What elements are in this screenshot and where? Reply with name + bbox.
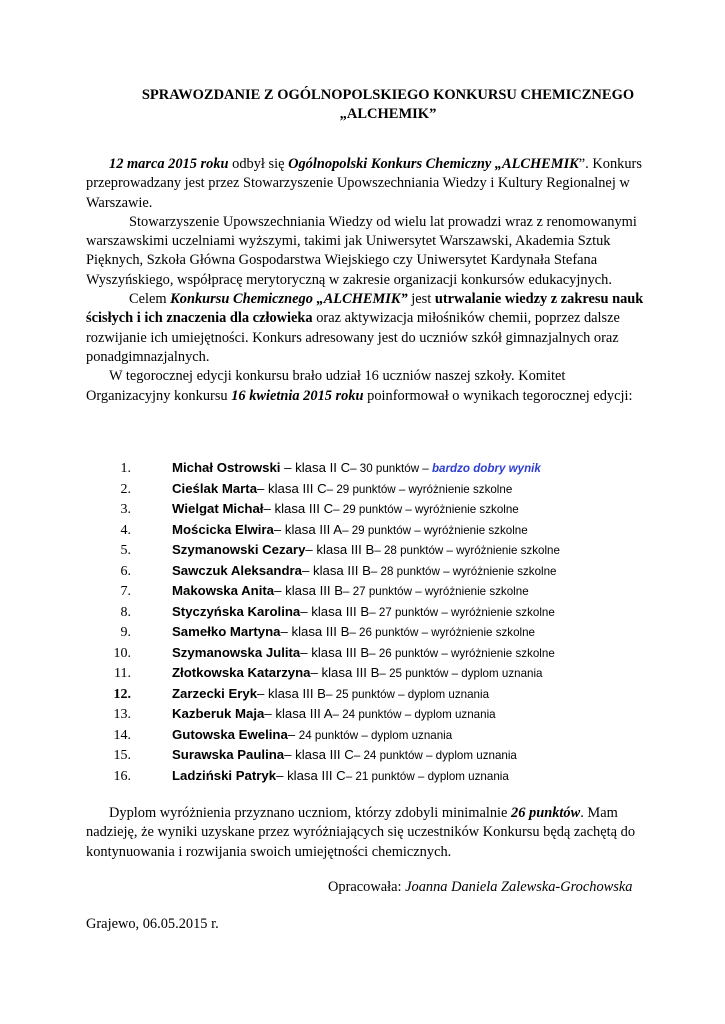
student-name: Wielgat Michał (172, 501, 264, 516)
minimum-points: 26 punktów (511, 805, 581, 821)
score-detail: – 29 punktów – wyróżnienie szkolne (326, 482, 513, 496)
student-name: Surawska Paulina (172, 747, 285, 762)
student-class: – klasa III C (276, 767, 346, 783)
student-name: Szymanowski Cezary (172, 542, 306, 557)
paragraph-participation: W tegorocznej edycji konkursu brało udział 16 uczniów naszej szkoły. Komitet Organizacyjny konkursu 16 kwietnia 2015 roku poinformował o wynikach tegorocznej edycji: (86, 368, 633, 404)
list-item (86, 622, 646, 643)
student-class: – (287, 726, 299, 742)
list-number: 6. (120, 563, 131, 579)
score-detail: – 24 punktów – dyplom uznania (332, 708, 496, 721)
score-detail: – 26 punktów – wyróżnienie szkolne (369, 646, 555, 660)
paragraph-goal: Celem Konkursu Chemicznego „ALCHEMIK” jest utrwalanie wiedzy z zakresu nauk ścisłych i ich znaczenia dla człowieka oraz aktywizacja miłośników chemii, poprzez dalsze rozwijanie ich umiejętności. Konkurs adresowany jest do uczniów szkół gimnazjalnych oraz ponadgimnazjalnych. (86, 291, 644, 365)
title-line-1: SPRAWOZDANIE Z OGÓLNOPOLSKIEGO KONKURSU CHEMICZNEGO (141, 87, 635, 103)
score-detail: – 29 punktów – wyróżnienie szkolne (333, 503, 519, 516)
student-class: – klasa III A (264, 706, 333, 721)
student-class: – klasa III A (273, 521, 343, 537)
score-detail: – 24 punktów – dyplom uznania (353, 749, 517, 762)
student-name: Ladziński Patryk (172, 767, 277, 783)
results-date: 16 kwietnia 2015 roku (231, 387, 364, 404)
list-number: 2. (120, 481, 131, 497)
student-class: – klasa III B (300, 603, 370, 619)
list-item (86, 602, 646, 623)
student-name: Cieślak Marta (172, 480, 258, 496)
results-list (86, 458, 646, 786)
student-name: Kazberuk Maja (172, 706, 265, 721)
score-detail: – 25 punktów – dyplom uznania (379, 667, 543, 680)
student-name: Szymanowska Julita (172, 644, 301, 660)
student-name: Michał Ostrowski (172, 460, 281, 475)
score-detail: – 29 punktów – wyróżnienie szkolne (342, 523, 528, 537)
student-class: – klasa III C (257, 480, 327, 496)
list-number: 8. (120, 604, 131, 620)
paragraph-association: Stowarzyszenie Upowszechniania Wiedzy od wielu lat prowadzi wraz z renomowanymi warszawskimi uczelniami wyższymi, takimi jak Uniwersytet Warszawski, Akademia Sztuk Pięknych, Szkoła Główna Gospodarstwa Wiejskiego czy Uniwersytet Kardynała Stefana Wyszyńskiego, współpracę merytoryczną w zakresie organizacji konkursów edukacyjnych. (86, 213, 637, 288)
list-number: 15. (113, 748, 131, 763)
student-name: Sawczuk Aleksandra (172, 562, 302, 578)
list-item (86, 725, 646, 746)
list-item (86, 663, 646, 684)
student-class: – klasa III B (274, 583, 344, 598)
score-detail: – 27 punktów – wyróżnienie szkolne (343, 585, 529, 598)
list-item (86, 643, 646, 664)
student-class: – klasa III B (310, 665, 380, 680)
list-item (86, 499, 646, 520)
list-number: 14. (113, 727, 131, 743)
student-class: – klasa III B (300, 644, 370, 660)
title-line-2: „ALCHEMIK” (339, 106, 437, 122)
list-number: 4. (120, 522, 131, 538)
list-item (86, 704, 646, 725)
list-item (86, 581, 646, 602)
student-name: Styczyńska Karolina (172, 603, 301, 619)
student-name: Samełko Martyna (172, 624, 281, 639)
score-detail: – 28 punktów – wyróżnienie szkolne (374, 544, 560, 557)
student-name: Makowska Anita (172, 583, 275, 598)
student-name: Złotkowska Katarzyna (172, 665, 311, 680)
list-item (86, 766, 646, 787)
score-highlight: bardzo dobry wynik (431, 462, 541, 475)
list-number: 10. (113, 645, 131, 661)
list-item (86, 458, 646, 479)
list-number: 5. (120, 543, 131, 558)
list-item (86, 561, 646, 582)
contest-date: 12 marca 2015 roku (109, 156, 229, 172)
score-detail: – 25 punktów – dyplom uznania (325, 687, 490, 701)
closing-paragraph: Dyplom wyróżnienia przyznano uczniom, którzy zdobyli minimalnie 26 punktów. Mam nadzieję, że wyniki uzyskane przez wyróżniających się uczestników Konkursu będą zachętą do kontynuowania i rozwijania swoich umiejętności chemicznych. (86, 805, 636, 860)
list-item (86, 540, 646, 561)
student-class: – klasa II C (280, 460, 351, 475)
document-title (86, 86, 690, 124)
student-name: Zarzecki Eryk (172, 685, 258, 701)
signature: Opracowała: Joanna Daniela Zalewska-Grochowska (328, 879, 633, 895)
student-class: – klasa III B (305, 542, 375, 557)
list-number: 12. (113, 686, 131, 702)
report-body (86, 155, 646, 406)
student-class: – klasa III C (263, 501, 334, 516)
paragraph-intro: 12 marca 2015 roku odbył się Ogólnopolski Konkurs Chemiczny „ALCHEMIK”. Konkurs przeprowadzany jest przez Stowarzyszenie Upowszechniania Wiedzy i Kultury Regionalnej w Warszawie. (86, 156, 642, 211)
student-name: Gutowska Ewelina (172, 726, 288, 742)
list-number: 13. (113, 707, 131, 722)
score-detail: – 30 punktów – (350, 462, 432, 475)
score-detail: – 27 punktów – wyróżnienie szkolne (369, 605, 555, 619)
student-class: – klasa III B (280, 624, 350, 639)
score-detail: – 26 punktów – wyróżnienie szkolne (349, 626, 535, 639)
student-class: – klasa III B (301, 562, 371, 578)
list-item (86, 684, 646, 705)
score-detail: – 28 punktów – wyróżnienie szkolne (370, 564, 557, 578)
list-number: 9. (120, 625, 131, 640)
place-and-date: Grajewo, 06.05.2015 r. (86, 916, 219, 932)
list-item (86, 745, 646, 766)
list-number: 16. (113, 768, 131, 784)
author-name: Joanna Daniela Zalewska-Grochowska (405, 879, 633, 895)
contest-name: Ogólnopolski Konkurs Chemiczny „ALCHEMIK (288, 156, 579, 172)
score-detail: 24 punktów – dyplom uznania (298, 728, 453, 742)
student-class: – klasa III B (257, 685, 326, 701)
list-number: 3. (120, 502, 131, 517)
student-name: Mościcka Elwira (172, 521, 274, 537)
student-class: – klasa III C (284, 747, 354, 762)
list-item (86, 520, 646, 541)
list-number: 7. (120, 584, 131, 599)
list-number: 1. (120, 461, 131, 476)
score-detail: – 21 punktów – dyplom uznania (345, 769, 509, 783)
list-item (86, 479, 646, 500)
list-number: 11. (114, 666, 131, 681)
